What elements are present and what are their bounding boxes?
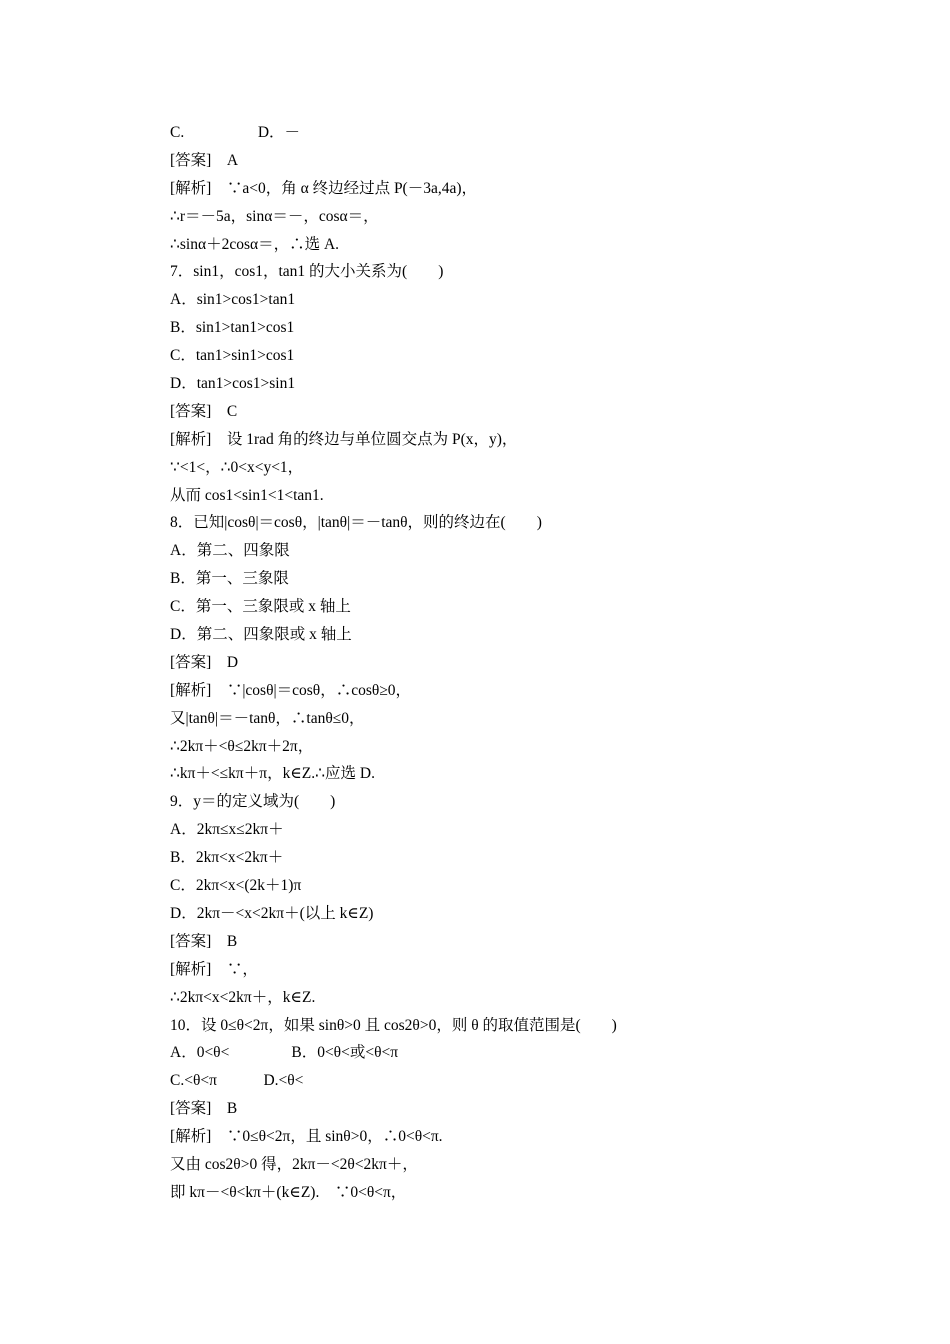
text-line: 又由 cos2θ>0 得，2kπ－<2θ<2kπ＋， (170, 1155, 418, 1173)
text-line: [解析] ∵0≤θ<2π，且 sinθ>0，∴0<θ<π. (170, 1128, 443, 1146)
text-line: ∴kπ＋<≤kπ＋π，k∈Z.∴应选 D. (170, 765, 375, 783)
text-line: D．tan1>cos1>sin1 (170, 375, 296, 393)
text-line: B．2kπ<x<2kπ＋ (170, 849, 284, 867)
text-line: C.<θ<π D.<θ< (170, 1072, 304, 1090)
text-line: 9．y＝的定义域为( ) (170, 793, 336, 811)
text-line: C．tan1>sin1>cos1 (170, 347, 295, 365)
text-line: 7．sin1，cos1，tan1 的大小关系为( ) (170, 263, 444, 281)
text-line: ∵<1<，∴0<x<y<1， (170, 458, 304, 476)
text-line: [答案] B (170, 932, 238, 950)
text-line: ∴2kπ＋<θ≤2kπ＋2π， (170, 737, 314, 755)
text-line: B．第一、三象限 (170, 570, 289, 588)
document-body (170, 119, 870, 1207)
text-line: ∴r＝－5a，sinα＝－，cosα＝， (170, 207, 379, 225)
text-line: 从而 cos1<sin1<1<tan1. (170, 486, 324, 504)
text-line: [解析] ∵， (170, 960, 258, 978)
text-line: A．0<θ< B．0<θ<或<θ<π (170, 1044, 399, 1062)
text-line: [解析] 设 1rad 角的终边与单位圆交点为 P(x，y)， (170, 430, 518, 448)
text-line: 8．已知|cosθ|＝cosθ，|tanθ|＝－tanθ，则的终边在( ) (170, 514, 542, 532)
text-line: A．sin1>cos1>tan1 (170, 291, 296, 309)
text-line: B．sin1>tan1>cos1 (170, 319, 295, 337)
text-line: C. D．－ (170, 124, 301, 141)
text-line: D．2kπ－<x<2kπ＋(以上 k∈Z) (170, 904, 374, 922)
text-line: 10．设 0≤θ<2π，如果 sinθ>0 且 cos2θ>0，则 θ 的取值范围是( ) (170, 1016, 617, 1034)
text-line: [答案] B (170, 1100, 238, 1118)
text-line: D．第二、四象限或 x 轴上 (170, 626, 352, 644)
text-line: [答案] A (170, 151, 239, 169)
text-line: 即 kπ－<θ<kπ＋(k∈Z). ∵0<θ<π， (170, 1183, 407, 1201)
text-line: A．第二、四象限 (170, 542, 290, 560)
text-line: [答案] C (170, 402, 238, 420)
text-line: C．第一、三象限或 x 轴上 (170, 598, 351, 616)
text-line: A．2kπ≤x≤2kπ＋ (170, 821, 284, 839)
text-line: ∴2kπ<x<2kπ＋，k∈Z. (170, 988, 316, 1006)
text-line: [答案] D (170, 653, 239, 671)
text-line: C．2kπ<x<(2k＋1)π (170, 877, 302, 895)
text-line: [解析] ∵|cosθ|＝cosθ，∴cosθ≥0， (170, 681, 412, 699)
text-line: ∴sinα＋2cosα＝，∴选 A. (170, 235, 340, 253)
text-line: 又|tanθ|＝－tanθ，∴tanθ≤0， (170, 709, 365, 727)
text-line: [解析] ∵a<0，角 α 终边经过点 P(－3a,4a)， (170, 179, 478, 197)
